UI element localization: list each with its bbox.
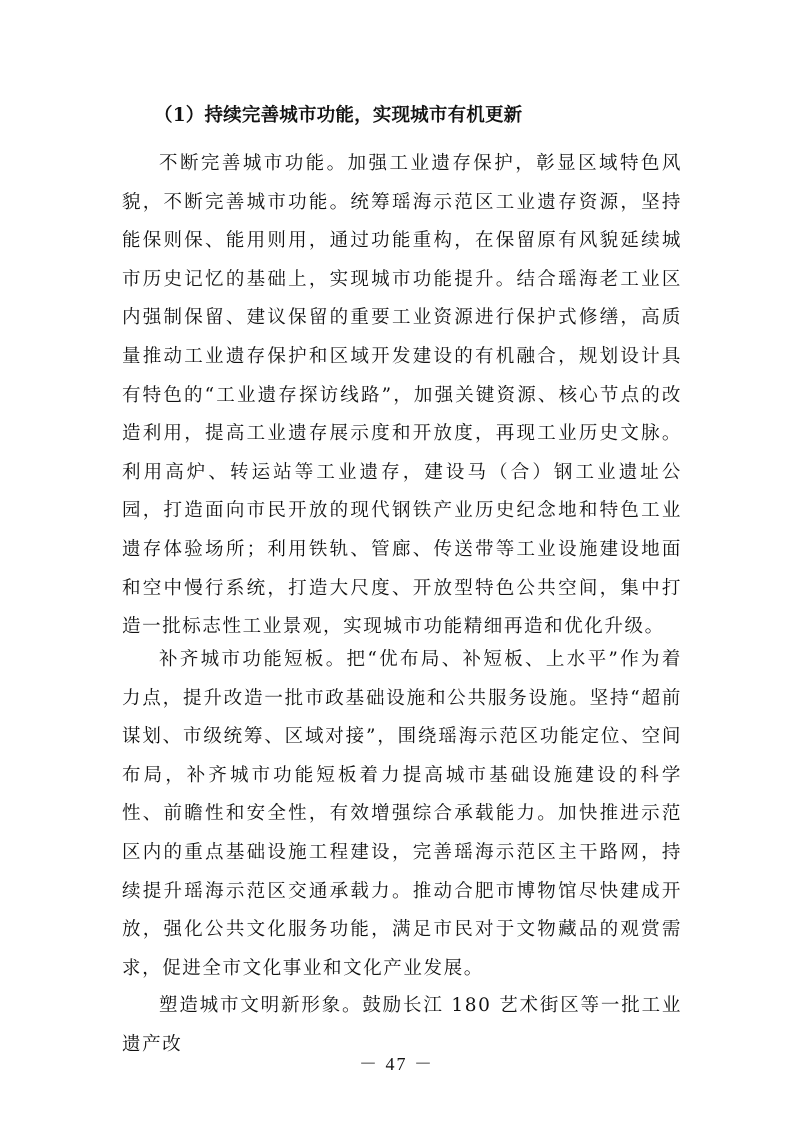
section-heading: （1）持续完善城市功能，实现城市有机更新 (154, 105, 523, 126)
paragraph-fill-function-gaps: 补齐城市功能短板。把“优布局、补短板、上水平”作为着力点，提升改造一批市政基础设施和公共服务设施。坚持“超前谋划、市级统筹、区域对接”，围绕瑶海示范区功能定位、空间布局，补齐城市功能短板着力提高城市基础设施建设的科学性、前瞻性和安全性，有效增强综合承载能力。加快推进示范区内的重点基础设施工程建设，完善瑶海示范区主干路网，持续提升瑶海示范区交通承载力。推动合肥市博物馆尽快建成开放，强化公共文化服务功能，满足市民对于文物藏品的观赏需求，促进全市文化事业和文化产业发展。 (122, 649, 682, 979)
paragraph-improve-city-functions: 不断完善城市功能。加强工业遗存保护，彰显区域特色风貌，不断完善城市功能。统筹瑶海示范区工业遗存资源，坚持能保则保、能用则用，通过功能重构，在保留原有风貌延续城市历史记忆的基础上，实现城市功能提升。结合瑶海老工业区内强制保留、建议保留的重要工业资源进行保护式修缮，高质量推动工业遗存保护和区域开发建设的有机融合，规划设计具有特色的“工业遗存探访线路”，加强关键资源、核心节点的改造利用，提高工业遗存展示度和开放度，再现工业历史文脉。利用高炉、转运站等工业遗存，建设马（合）钢工业遗址公园，打造面向市民开放的现代钢铁产业历史纪念地和特色工业遗存体验场所；利用铁轨、管廊、传送带等工业设施建设地面和空中慢行系统，打造大尺度、开放型特色公共空间，集中打造一批标志性工业景观，实现城市功能精细再造和优化升级。 (122, 153, 682, 638)
page-number: － 47 － (359, 1054, 434, 1074)
paragraph-new-city-image: 塑造城市文明新形象。鼓励长江 180 艺术街区等一批工业遗产改 (122, 995, 682, 1055)
